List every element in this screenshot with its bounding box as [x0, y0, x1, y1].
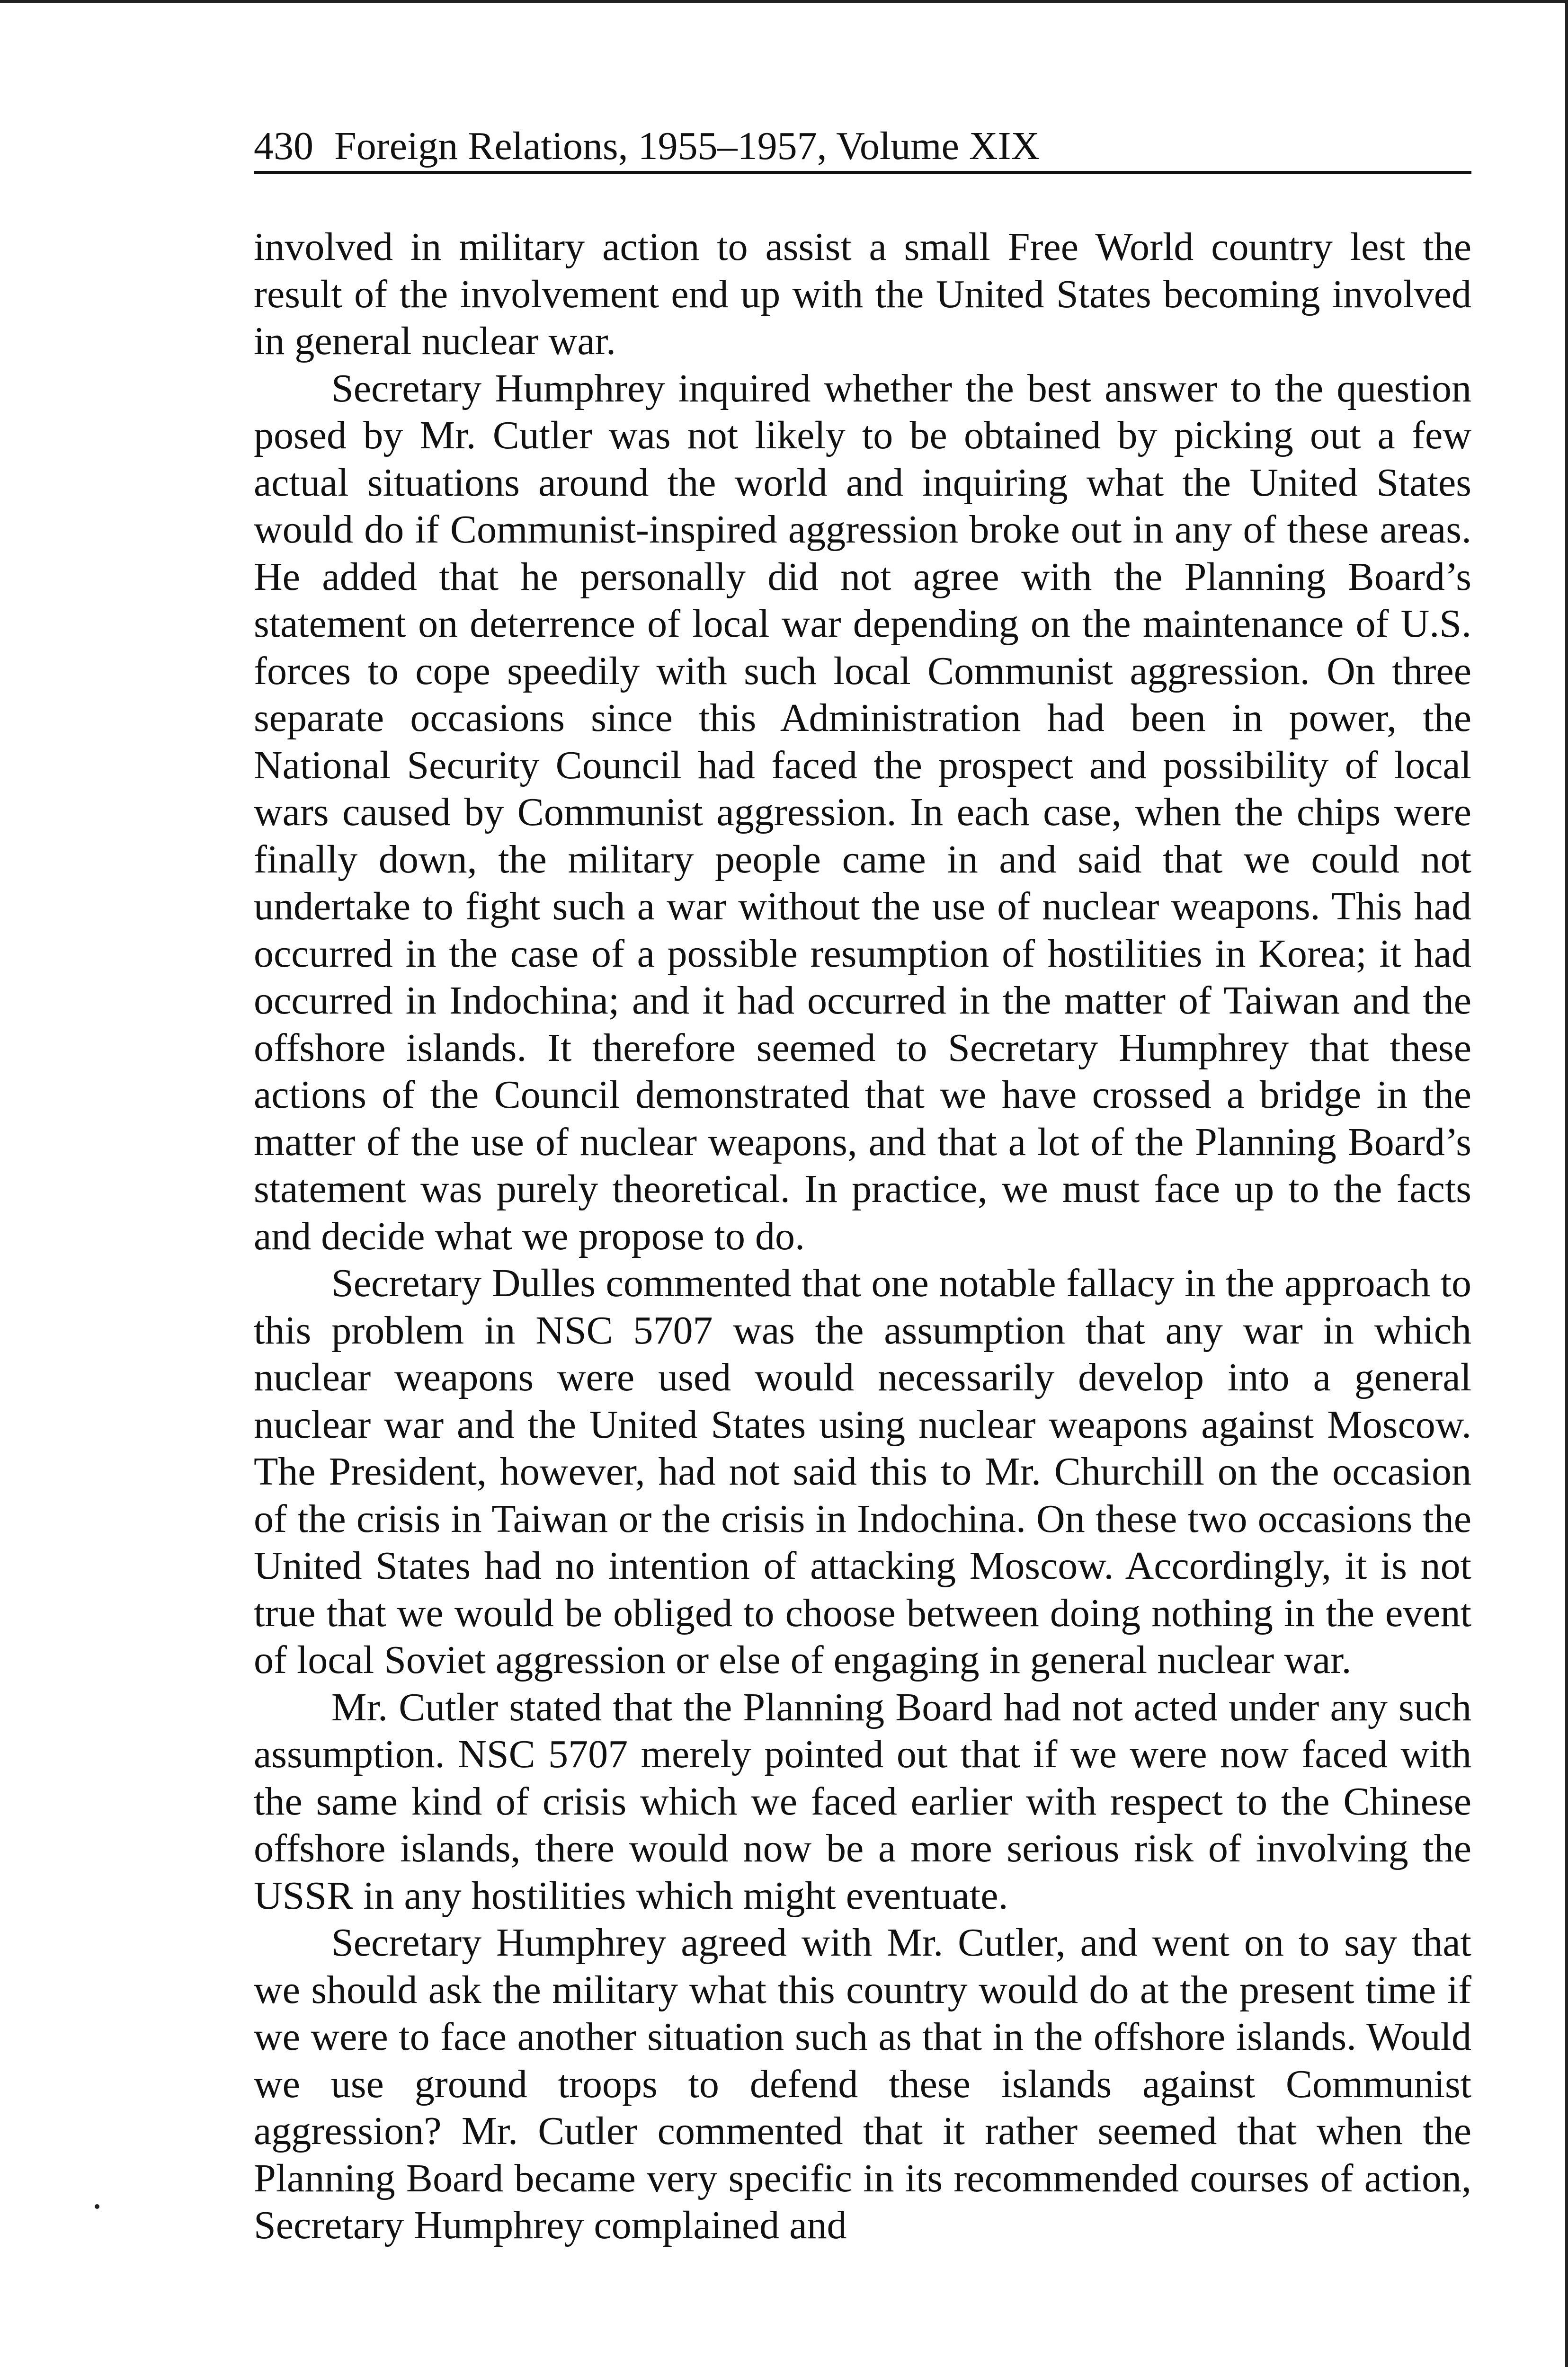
- paragraph-cutler-statement: Mr. Cutler stated that the Planning Board had not acted under any such assumption. NSC 5707 merely pointed out that if we were now faced with the same kind of crisis which we faced earlier with respect to the Chinese offshore islands, there would now be a more serious risk of involving the USSR in any hostilities which might eventuate.: [254, 1685, 1471, 1918]
- paragraph-dulles-comment: Secretary Dulles commented that one notable fallacy in the approach to this problem in NSC 5707 was the assumption that any war in which nuclear weapons were used would necessarily develop into a general nuclear war and the United States using nuclear weapons against Moscow. The President, however, had not said this to Mr. Churchill on the occasion of the crisis in Taiwan or the crisis in Indochina. On these two occasions the United States had no intention of attacking Moscow. Accordingly, it is not true that we would be obliged to choose between doing nothing in the event of local Soviet aggression or else of engaging in general nuclear war.: [254, 1261, 1471, 1682]
- page-number: 430: [254, 124, 313, 168]
- body-text: [254, 223, 1471, 2249]
- paragraph-continued: involved in military action to assist a small Free World country lest the result of the involvement end up with the United States becoming involved in general nuclear war.: [254, 225, 1471, 363]
- running-head: [254, 119, 1471, 174]
- stray-ink-mark: [95, 2204, 99, 2209]
- paragraph-humphrey-inquiry: Secretary Humphrey inquired whether the best answer to the question posed by Mr. Cutler was not likely to be obtained by picking out a few actual situations around the world and inquiring what the United States would do if Communist-inspired aggression broke out in any of these areas. He added that he personally did not agree with the Planning Board’s statement on deterrence of local war depending on the maintenance of U.S. forces to cope speedily with such local Communist aggression. On three separate occasions since this Administration had been in power, the National Security Council had faced the prospect and possibility of local wars caused by Communist aggression. In each case, when the chips were finally down, the military people came in and said that we could not undertake to fight such a war without the use of nuclear weapons. This had occurred in the case of a possible resumption of hostilities in Korea; it had occurred in Indochina; and it had occurred in the matter of Taiwan and the offshore islands. It therefore seemed to Secretary Humphrey that these actions of the Council demonstrated that we have crossed a bridge in the matter of the use of nuclear weapons, and that a lot of the Planning Board’s statement was purely theoretical. In practice, we must face up to the facts and decide what we propose to do.: [254, 366, 1471, 1258]
- volume-title: Foreign Relations, 1955–1957, Volume XIX: [334, 124, 1040, 168]
- paragraph-humphrey-agreement: Secretary Humphrey agreed with Mr. Cutler, and went on to say that we should ask the military what this country would do at the present time if we were to face another situation such as that in the offshore islands. Would we use ground troops to defend these islands against Communist aggression? Mr. Cutler commented that it rather seemed that when the Planning Board became very specific in its recommended courses of action, Secretary Humphrey complained and: [254, 1921, 1471, 2247]
